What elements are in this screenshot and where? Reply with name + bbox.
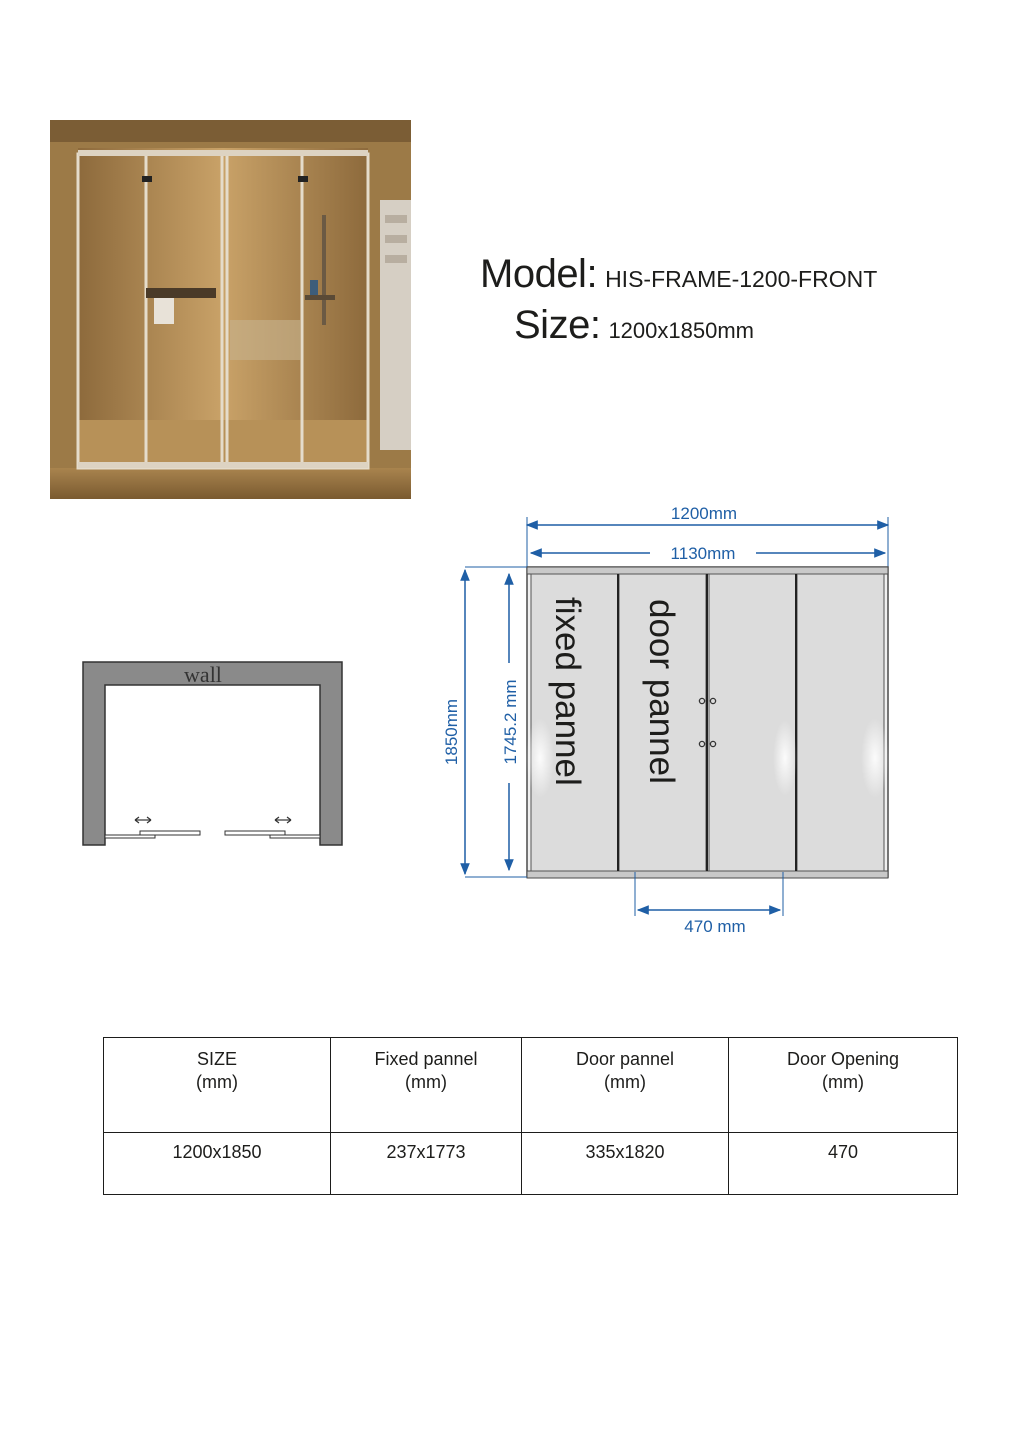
header-line: SIZE [196, 1049, 237, 1069]
table-cell: 237x1773 [331, 1133, 522, 1195]
fixed-panel-label: fixed pannel [548, 597, 587, 786]
header-unit: (mm) [405, 1072, 447, 1092]
size-value: 1200x1850mm [608, 318, 754, 343]
opening-width-label: 470 mm [684, 917, 746, 936]
overall-width-label: 1200mm [670, 504, 738, 523]
product-photo [50, 120, 411, 499]
model-line [480, 252, 877, 297]
header-line: Fixed pannel [374, 1049, 478, 1069]
front-view-diagram [430, 500, 900, 940]
model-value: HIS-FRAME-1200-FRONT [605, 266, 878, 292]
model-label: Model: [480, 252, 598, 296]
sliding-arrow-left-icon [135, 817, 151, 823]
table-row [104, 1133, 958, 1195]
header-cell [522, 1038, 729, 1133]
table-cell: 1200x1850 [104, 1133, 331, 1195]
table-cell: 335x1820 [522, 1133, 729, 1195]
table-cell: 470 [729, 1133, 958, 1195]
header-cell [331, 1038, 522, 1133]
table-header-row [104, 1038, 958, 1133]
inner-width-label: 1130mm [670, 544, 736, 563]
header-line: Door Opening [786, 1049, 900, 1069]
inner-height-label: 1745.2 mm [501, 679, 520, 765]
header-cell [104, 1038, 331, 1133]
plan-view-diagram [80, 655, 345, 850]
header-unit: (mm) [196, 1072, 238, 1092]
size-line [514, 303, 754, 348]
spec-table [103, 1037, 958, 1195]
header-cell [729, 1038, 958, 1133]
wall-label: wall [184, 662, 222, 687]
header-line: Door pannel [575, 1049, 675, 1069]
header-unit: (mm) [604, 1072, 646, 1092]
overall-height-label: 1850mm [442, 698, 461, 766]
sliding-arrow-right-icon [275, 817, 291, 823]
size-label: Size: [514, 303, 601, 347]
door-panel-label: door pannel [642, 599, 681, 784]
header-unit: (mm) [822, 1072, 864, 1092]
